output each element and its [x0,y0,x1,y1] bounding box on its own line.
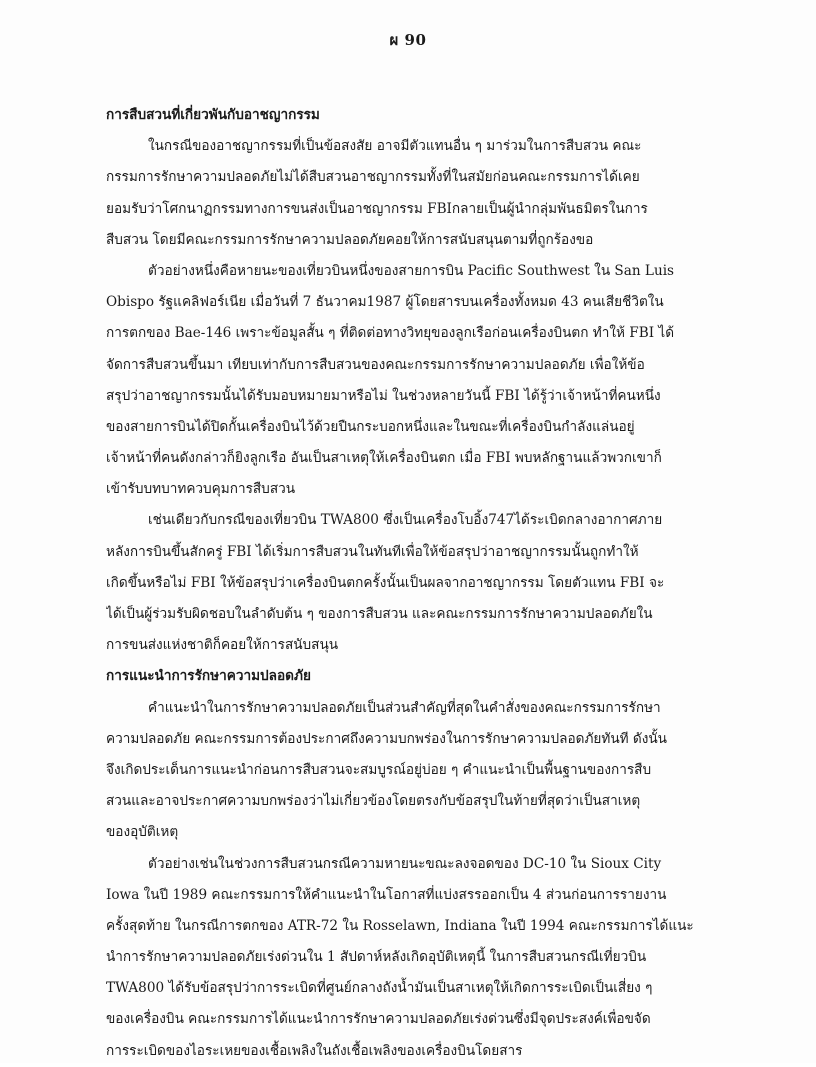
text-line: ของเครื่องบิน คณะกรรมการได้แนะนำการรักษาความปลอดภัยเร่งด่วนซึ่งมีจุดประสงค์เพื่อขจัด [106,1011,651,1028]
paragraph [106,256,718,506]
text-line: สรุปว่าอาชญากรรมนั้นได้รับมอบหมายมาหรือไม่ ในช่วงหลายวันนี้ FBI ได้รู้ว่าเจ้าหน้าที่คนหนึ่ง [106,387,661,404]
text-line: ของสายการบินได้ปิดกั้นเครื่องบินไว้ด้วยปืนกระบอกหนึ่งและในขณะที่เครื่องบินกำลังแล่นอยู่ [106,418,635,435]
section-safety-recommendations [106,661,718,1066]
text-line: ครั้งสุดท้าย ในกรณีการตกของ ATR-72 ใน Rosselawn, Indiana ในปี 1994 คณะกรรมการได้แนะ [106,917,694,934]
text-line: เกิดขึ้นหรือไม่ FBI ให้ข้อสรุปว่าเครื่องบินตกครั้งนั้นเป็นผลจากอาชญากรรม โดยตัวแทน FBI จะ [106,574,665,591]
text-line: ยอมรับว่าโศกนาฏกรรมทางการขนส่งเป็นอาชญากรรม FBIกลายเป็นผู้นำกลุ่มพันธมิตรในการ [106,200,648,217]
text-line: TWA800 ได้รับข้อสรุปว่าการระเบิดที่ศูนย์กลางถังน้ำมันเป็นสาเหตุให้เกิดการระเบิดเป็นเสี่ยง ๆ [106,980,653,997]
text-line: เช่นเดียวกับกรณีของเที่ยวบิน TWA800 ซึ่งเป็นเครื่องโบอิ้ง747ได้ระเบิดกลางอากาศภาย [148,512,663,529]
text-line: หลังการบินขึ้นสักครู่ FBI ได้เริ่มการสืบสวนในทันทีเพื่อให้ข้อสรุปว่าอาชญากรรมนั้นถูกทำให้ [106,543,639,560]
page-number: ผ 90 [389,31,427,49]
text-line: ในกรณีของอาชญากรรมที่เป็นข้อสงสัย อาจมีตัวแทนอื่น ๆ มาร่วมในการสืบสวน คณะ [148,138,642,155]
section-criminal-investigation [106,100,718,661]
document-body [106,100,718,1067]
text-line: คำแนะนำในการรักษาความปลอดภัยเป็นส่วนสำคัญที่สุดในคำสั่งของคณะกรรมการรักษา [148,699,661,716]
text-line: การขนส่งแห่งชาติก็คอยให้การสนับสนุน [106,637,339,654]
text-line: ตัวอย่างหนึ่งคือหายนะของเที่ยวบินหนึ่งของสายการบิน Pacific Southwest ใน San Luis [148,262,675,279]
text-line: นำการรักษาความปลอดภัยเร่งด่วนใน 1 สัปดาห์หลังเกิดอุบัติเหตุนี้ ในการสืบสวนกรณีเที่ยวบิน [106,949,647,966]
paragraph [106,849,718,1067]
text-line: ตัวอย่างเช่นในช่วงการสืบสวนกรณีความหายนะขณะลงจอดของ DC-10 ใน Sioux City [148,855,662,872]
text-line: สวนและอาจประกาศความบกพร่องว่าไม่เกี่ยวข้องโดยตรงกับข้อสรุปในท้ายที่สุดว่าเป็นสาเหตุ [106,793,641,810]
paragraph [106,693,718,849]
paragraph [106,505,718,661]
text-line: จึงเกิดประเด็นการแนะนำก่อนการสืบสวนจะสมบูรณ์อยู่บ่อย ๆ คำแนะนำเป็นพื้นฐานของการสืบ [106,761,652,778]
text-line: ได้เป็นผู้ร่วมรับผิดชอบในลำดับต้น ๆ ของการสืบสวน และคณะกรรมการรักษาความปลอดภัยใน [106,606,653,622]
text-line: ความปลอดภัย คณะกรรมการต้องประกาศถึงความบกพร่องในการรักษาความปลอดภัยทันที ดังนั้น [106,730,667,747]
text-line: เจ้าหน้าที่คนดังกล่าวก็ยิงลูกเรือ อันเป็นสาเหตุให้เครื่องบินตก เมื่อ FBI พบหลักฐานแล้วพวกเขาก็ [106,450,662,467]
text-line: Obispo รัฐแคลิฟอร์เนีย เมื่อวันที่ 7 ธันวาคม1987 ผู้โดยสารบนเครื่องทั้งหมด 43 คนเสียชีวิตใน [106,294,664,311]
text-line: เข้ารับบทบาทควบคุมการสืบสวน [106,481,296,498]
text-line: Iowa ในปี 1989 คณะกรรมการให้คำแนะนำในโอกาสที่แบ่งสรรออกเป็น 4 ส่วนก่อนการรายงาน [106,886,667,903]
text-line: กรรมการรักษาความปลอดภัยไม่ได้สืบสวนอาชญากรรมทั้งที่ในสมัยก่อนคณะกรรมการได้เคย [106,169,640,186]
section-heading: การแนะนำการรักษาความปลอดภัย [106,668,311,685]
section-heading: การสืบสวนที่เกี่ยวพันกับอาชญากรรม [106,107,320,123]
text-line: สืบสวน โดยมีคณะกรรมการรักษาความปลอดภัยคอยให้การสนับสนุนตามที่ถูกร้องขอ [106,231,594,248]
text-line: การตกของ Bae-146 เพราะข้อมูลสั้น ๆ ที่ติดต่อทางวิทยุของลูกเรือก่อนเครื่องบินตก ทำให้ FBI ได้ [106,325,675,342]
text-line: จัดการสืบสวนขึ้นมา เทียบเท่ากับการสืบสวนของคณะกรรมการรักษาความปลอดภัย เพื่อให้ข้อ [106,356,645,373]
text-line: ของอุบัติเหตุ [106,824,179,841]
text-line: การระเบิดของไอระเหยของเชื้อเพลิงในถังเชื้อเพลิงของเครื่องบินโดยสาร [106,1042,523,1059]
paragraph [106,131,718,256]
